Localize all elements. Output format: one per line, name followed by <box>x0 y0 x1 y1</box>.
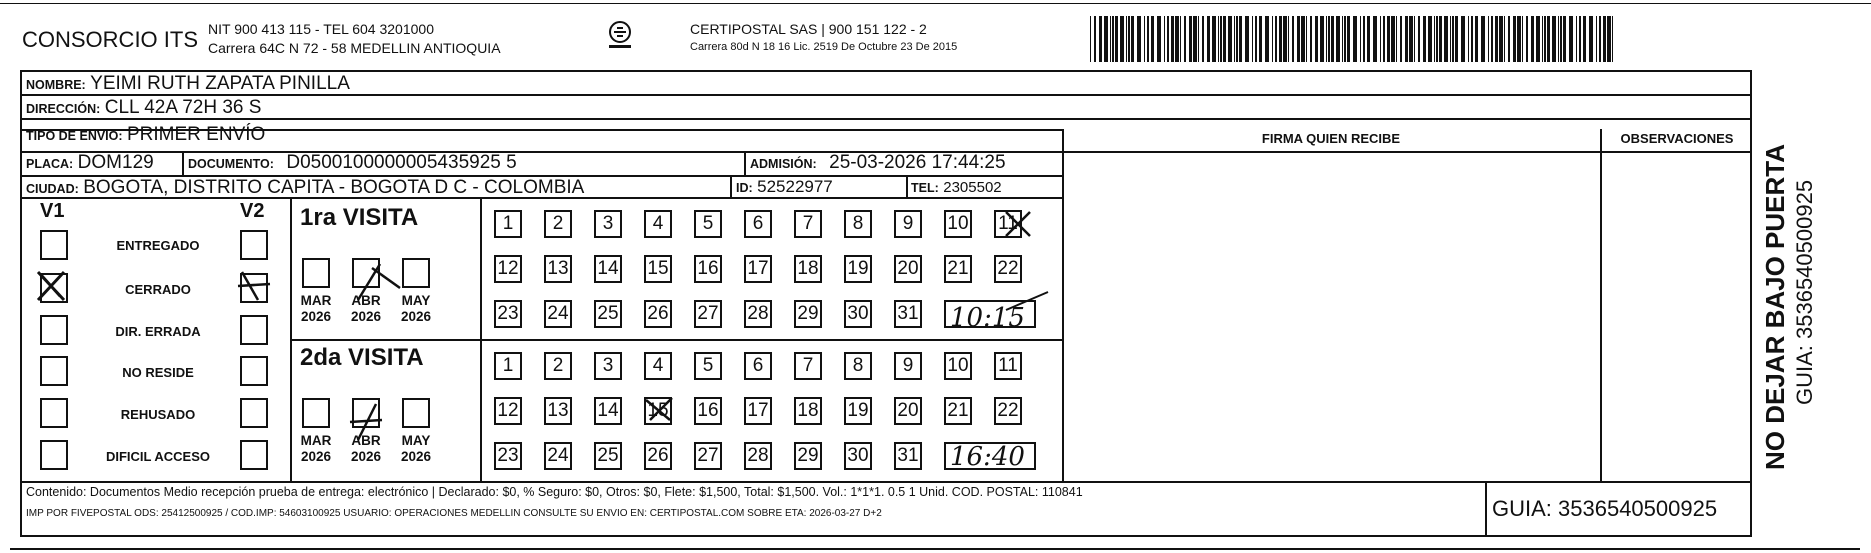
company-name: CONSORCIO ITS <box>22 27 199 52</box>
side-warning: NO DEJAR BAJO PUERTA <box>1760 143 1790 470</box>
id-label: ID: <box>736 181 753 195</box>
tipo-envio-label: TIPO DE ENVIO: <box>26 129 123 143</box>
day-box[interactable]: 29 <box>794 300 822 328</box>
barcode-bar <box>1563 16 1566 62</box>
placa-value: DOM129 <box>77 152 154 173</box>
barcode-bar <box>1315 16 1318 62</box>
barcode-bar <box>1234 16 1235 62</box>
month-name: MAY <box>401 293 431 308</box>
barcode-bar <box>1396 16 1397 62</box>
barcode-bar <box>1380 16 1381 62</box>
day-box[interactable]: 15 <box>644 397 672 425</box>
barcode-bar <box>1279 16 1282 62</box>
documento-value: D0500100000005435925 5 <box>286 152 517 173</box>
day-box[interactable]: 17 <box>744 397 772 425</box>
barcode-bar <box>1184 16 1186 62</box>
barcode-bar <box>1450 16 1451 62</box>
status-label: NO RESIDE <box>122 365 194 380</box>
day-box[interactable]: 31 <box>894 442 922 470</box>
placa-field <box>26 152 154 174</box>
barcode-bar <box>1552 16 1556 62</box>
day-box[interactable]: 12 <box>494 255 522 283</box>
v1-checkbox[interactable] <box>40 356 68 386</box>
barcode-bar <box>1236 16 1238 62</box>
barcode-bar <box>1560 16 1562 62</box>
v1-checkbox[interactable] <box>40 315 68 345</box>
barcode-bar <box>1517 16 1521 62</box>
cell-divider <box>906 175 908 197</box>
day-box[interactable]: 27 <box>694 442 722 470</box>
barcode-bar <box>1599 16 1601 62</box>
month-checkbox[interactable] <box>302 398 330 428</box>
barcode-bar <box>1147 16 1149 62</box>
barcode-bar <box>1252 16 1253 62</box>
day-box[interactable]: 27 <box>694 300 722 328</box>
barcode-bar <box>1120 16 1124 62</box>
barcode-bar <box>1434 16 1435 62</box>
bottom-edge-line <box>10 548 1860 550</box>
month-year: 2026 <box>300 309 332 324</box>
day-box[interactable]: 3 <box>594 210 622 238</box>
v1-checkbox[interactable] <box>40 440 68 470</box>
day-box[interactable]: 29 <box>794 442 822 470</box>
day-box[interactable]: 17 <box>744 255 772 283</box>
barcode-bar <box>1383 16 1385 62</box>
visit-divider <box>290 339 1062 341</box>
v2-checkbox[interactable] <box>240 356 268 386</box>
day-box[interactable]: 6 <box>744 352 772 380</box>
barcode <box>1090 16 1620 62</box>
barcode-bar <box>1344 16 1346 62</box>
barcode-bar <box>1288 16 1289 62</box>
day-box[interactable]: 22 <box>994 255 1022 283</box>
barcode-bar <box>1126 16 1127 62</box>
barcode-bar <box>1444 16 1448 62</box>
admision-value: 25-03-2026 17:44:25 <box>829 152 1006 173</box>
day-box[interactable]: 1 <box>494 352 522 380</box>
guia-divider <box>1485 481 1487 537</box>
v2-checkbox[interactable] <box>240 315 268 345</box>
barcode-bar <box>1536 16 1540 62</box>
day-box[interactable]: 16 <box>694 397 722 425</box>
day-box[interactable]: 10 <box>944 210 972 238</box>
barcode-bar <box>1292 16 1294 62</box>
barcode-bar <box>1128 16 1130 62</box>
barcode-bar <box>1347 16 1350 62</box>
barcode-bar <box>1405 16 1408 62</box>
barcode-bar <box>1220 16 1222 62</box>
barcode-bar <box>1522 16 1523 62</box>
month-label <box>344 433 388 465</box>
tel-value: 2305502 <box>943 179 1002 196</box>
barcode-bar <box>1272 16 1273 62</box>
barcode-bar <box>1428 16 1432 62</box>
day-box[interactable]: 16 <box>694 255 722 283</box>
day-box[interactable]: 18 <box>794 397 822 425</box>
barcode-bar <box>1090 16 1091 62</box>
status-label: CERRADO <box>125 282 191 297</box>
month-label <box>294 433 338 465</box>
handwritten-time-1: 10:15 <box>950 303 1025 333</box>
barcode-bar <box>1452 16 1454 62</box>
day-box[interactable]: 19 <box>844 255 872 283</box>
day-box[interactable]: 23 <box>494 442 522 470</box>
day-box[interactable]: 14 <box>594 397 622 425</box>
certipostal-logo-icon <box>605 20 635 50</box>
day-box[interactable]: 25 <box>594 442 622 470</box>
month-label <box>394 293 438 325</box>
carrier-license: Carrera 80d N 18 16 Lic. 2519 De Octubre 23 De 2015 <box>690 41 958 53</box>
top-edge-line <box>0 3 1871 4</box>
barcode-bar <box>1423 16 1426 62</box>
barcode-bar <box>1542 16 1543 62</box>
day-box[interactable]: 1 <box>494 210 522 238</box>
barcode-bar <box>1391 16 1395 62</box>
month-checkbox[interactable] <box>352 398 380 428</box>
cell-divider <box>744 151 746 175</box>
day-box[interactable]: 24 <box>544 442 572 470</box>
admision-label: ADMISIÓN: <box>750 157 817 171</box>
status-label: DIR. ERRADA <box>115 324 201 339</box>
barcode-bar <box>1239 16 1242 62</box>
barcode-bar <box>1331 16 1334 62</box>
barcode-bar <box>1137 16 1141 62</box>
v1-checkbox[interactable] <box>40 273 68 303</box>
day-box[interactable]: 19 <box>844 397 872 425</box>
barcode-bar <box>1094 16 1096 62</box>
barcode-bar <box>1499 16 1503 62</box>
barcode-bar <box>1275 16 1277 62</box>
barcode-bar <box>1471 16 1473 62</box>
barcode-bar <box>1164 16 1165 62</box>
barcode-bar <box>1436 16 1438 62</box>
cell-divider <box>730 175 732 197</box>
ciudad-field <box>26 177 584 199</box>
barcode-bar <box>1151 16 1154 62</box>
barcode-bar <box>1255 16 1257 62</box>
barcode-bar <box>1112 16 1114 62</box>
barcode-bar <box>1596 16 1597 62</box>
barcode-bar <box>1360 16 1361 62</box>
v2-checkbox[interactable] <box>240 398 268 428</box>
v1-label: V1 <box>40 200 65 222</box>
barcode-bar <box>1461 16 1465 62</box>
month-checkbox[interactable] <box>302 258 330 288</box>
barcode-bar <box>1508 16 1510 62</box>
barcode-bar <box>1342 16 1343 62</box>
status-label: REHUSADO <box>120 407 196 422</box>
barcode-bar <box>1576 16 1577 62</box>
firma-area[interactable] <box>1064 152 1598 480</box>
day-box[interactable]: 30 <box>844 300 872 328</box>
day-box[interactable]: 14 <box>594 255 622 283</box>
barcode-bar <box>1373 16 1377 62</box>
day-box[interactable]: 25 <box>594 300 622 328</box>
id-field <box>736 177 833 197</box>
admision-field <box>750 152 1006 174</box>
direccion-field <box>26 97 261 119</box>
handwritten-time-2: 16:40 <box>950 442 1025 472</box>
ciudad-label: CIUDAD: <box>26 182 79 196</box>
day-box[interactable]: 28 <box>744 442 772 470</box>
first-visit-title: 1ra VISITA <box>300 204 419 231</box>
day-box[interactable]: 8 <box>844 210 872 238</box>
day-box[interactable]: 26 <box>644 300 672 328</box>
row-divider <box>20 118 1752 120</box>
barcode-bar <box>1326 16 1327 62</box>
barcode-bar <box>1481 16 1485 62</box>
v2-checkbox[interactable] <box>240 273 268 303</box>
tipo-envio-value: PRIMER ENVÍO <box>127 124 266 145</box>
day-box[interactable]: 13 <box>544 255 572 283</box>
barcode-bar <box>1297 16 1300 62</box>
month-checkbox[interactable] <box>402 258 430 288</box>
barcode-bar <box>1171 16 1174 62</box>
barcode-bar <box>1544 16 1546 62</box>
barcode-bar <box>1488 16 1489 62</box>
barcode-bar <box>1157 16 1161 62</box>
barcode-bar <box>1202 16 1204 62</box>
day-box[interactable]: 11 <box>994 352 1022 380</box>
day-box[interactable]: 28 <box>744 300 772 328</box>
month-checkbox[interactable] <box>352 258 380 288</box>
day-box[interactable]: 8 <box>844 352 872 380</box>
day-box[interactable]: 2 <box>544 210 572 238</box>
day-box[interactable]: 24 <box>544 300 572 328</box>
nombre-field <box>26 73 350 95</box>
barcode-bar <box>1363 16 1365 62</box>
side-guia: GUIA: 3536540500925 <box>1792 179 1817 405</box>
v1-checkbox[interactable] <box>40 398 68 428</box>
barcode-bar <box>1569 16 1573 62</box>
barcode-bar <box>1198 16 1199 62</box>
barcode-bar <box>1306 16 1307 62</box>
barcode-bar <box>1099 16 1102 62</box>
barcode-bar <box>1495 16 1498 62</box>
day-box[interactable]: 6 <box>744 210 772 238</box>
nombre-label: NOMBRE: <box>26 78 86 92</box>
v2-checkbox[interactable] <box>240 230 268 260</box>
month-label <box>344 293 388 325</box>
barcode-bar <box>1400 16 1402 62</box>
day-box[interactable]: 15 <box>644 255 672 283</box>
barcode-bar <box>1513 16 1516 62</box>
status-label: DIFICIL ACCESO <box>105 449 210 464</box>
day-box[interactable]: 4 <box>644 352 672 380</box>
footer-imp: IMP POR FIVEPOSTAL ODS: 25412500925 / COD.IMP: 54603100925 USUARIO: OPERACIONES MEDELLIN CONSULTE SU ENVIO EN: CERTIPOSTAL.COM SOBRE ETA: 2026-03-27 D+2 <box>26 508 882 519</box>
barcode-bar <box>1259 16 1262 62</box>
nombre-value: YEIMI RUTH ZAPATA PINILLA <box>90 73 350 94</box>
day-box[interactable]: 4 <box>644 210 672 238</box>
firma-header: FIRMA QUIEN RECIBE <box>1261 131 1401 146</box>
direccion-label: DIRECCIÓN: <box>26 102 101 116</box>
month-year: 2026 <box>350 449 382 464</box>
barcode-bar <box>1228 16 1232 62</box>
barcode-bar <box>1110 16 1111 62</box>
day-box[interactable]: 21 <box>944 255 972 283</box>
barcode-bar <box>1612 16 1613 62</box>
day-box[interactable]: 3 <box>594 352 622 380</box>
month-year: 2026 <box>350 309 382 324</box>
ciudad-value: BOGOTA, DISTRITO CAPITA - BOGOTA D C - COLOMBIA <box>83 177 585 198</box>
barcode-bar <box>1180 16 1181 62</box>
footer-guia: GUIA: 3536540500925 <box>1492 496 1718 521</box>
day-box[interactable]: 23 <box>494 300 522 328</box>
month-name: MAY <box>401 433 431 448</box>
barcode-bar <box>1131 16 1134 62</box>
barcode-bar <box>1468 16 1469 62</box>
observaciones-area[interactable] <box>1602 152 1750 480</box>
barcode-bar <box>1175 16 1179 62</box>
id-value: 52522977 <box>757 177 833 196</box>
barcode-bar <box>1115 16 1118 62</box>
day-box[interactable]: 5 <box>694 210 722 238</box>
documento-field <box>188 152 517 174</box>
barcode-bar <box>1418 16 1420 62</box>
day-box[interactable]: 12 <box>494 397 522 425</box>
barcode-bar <box>1367 16 1370 62</box>
documento-label: DOCUMENTO: <box>188 157 274 171</box>
barcode-bar <box>1310 16 1312 62</box>
day-box[interactable]: 9 <box>894 210 922 238</box>
barcode-bar <box>1193 16 1197 62</box>
month-year: 2026 <box>400 449 432 464</box>
day-box[interactable]: 21 <box>944 397 972 425</box>
month-year: 2026 <box>300 449 332 464</box>
month-name: MAR <box>300 293 332 308</box>
barcode-bar <box>1353 16 1357 62</box>
barcode-bar <box>1455 16 1458 62</box>
barcode-bar <box>1283 16 1287 62</box>
day-box[interactable]: 13 <box>544 397 572 425</box>
barcode-bar <box>1558 16 1559 62</box>
barcode-bar <box>1223 16 1226 62</box>
day-box[interactable]: 11 <box>994 210 1022 238</box>
barcode-bar <box>1603 16 1606 62</box>
barcode-bar <box>1414 16 1415 62</box>
barcode-bar <box>1167 16 1169 62</box>
barcode-bar <box>1320 16 1324 62</box>
day-box[interactable]: 18 <box>794 255 822 283</box>
month-label <box>394 433 438 465</box>
barcode-bar <box>1607 16 1611 62</box>
status-label: ENTREGADO <box>116 238 200 253</box>
barcode-bar <box>1526 16 1528 62</box>
tel-label: TEL: <box>911 181 939 195</box>
footer-divider <box>20 481 1752 483</box>
day-box[interactable]: 20 <box>894 397 922 425</box>
v1-checkbox[interactable] <box>40 230 68 260</box>
barcode-bar <box>1579 16 1581 62</box>
barcode-bar <box>1531 16 1534 62</box>
barcode-bar <box>1336 16 1340 62</box>
barcode-bar <box>1589 16 1593 62</box>
month-checkbox[interactable] <box>402 398 430 428</box>
month-name: ABR <box>351 293 381 308</box>
barcode-bar <box>1491 16 1493 62</box>
barcode-bar <box>1265 16 1269 62</box>
barcode-bar <box>1409 16 1413 62</box>
barcode-bar <box>1387 16 1390 62</box>
company-address: Carrera 64C N 72 - 58 MEDELLIN ANTIOQUIA <box>208 40 501 56</box>
day-box[interactable]: 30 <box>844 442 872 470</box>
day-box[interactable]: 9 <box>894 352 922 380</box>
cell-divider <box>182 151 184 175</box>
month-name: ABR <box>351 433 381 448</box>
month-label <box>294 293 338 325</box>
day-box[interactable]: 7 <box>794 210 822 238</box>
barcode-bar <box>1104 16 1108 62</box>
barcode-bar <box>1475 16 1478 62</box>
month-year: 2026 <box>400 309 432 324</box>
day-box[interactable]: 5 <box>694 352 722 380</box>
day-box[interactable]: 22 <box>994 397 1022 425</box>
direccion-value: CLL 42A 72H 36 S <box>104 97 262 118</box>
carrier-name: CERTIPOSTAL SAS | 900 151 122 - 2 <box>690 21 927 37</box>
footer-contenido: Contenido: Documentos Medio recepción prueba de entrega: electrónico | Declarado: $0, % Seguro: $0, Otros: $0, Flete: $1,500, Total: $1,500. Vol.: 1*1*1. 0.5 1 Unid. COD. POSTAL: 110841 <box>26 485 1083 499</box>
barcode-bar <box>1439 16 1442 62</box>
observaciones-header: OBSERVACIONES <box>1620 131 1734 146</box>
day-box[interactable]: 7 <box>794 352 822 380</box>
barcode-bar <box>1301 16 1305 62</box>
barcode-bar <box>1245 16 1249 62</box>
month-name: MAR <box>300 433 332 448</box>
v2-label: V2 <box>240 200 265 222</box>
tipo-envio-field <box>26 124 265 146</box>
day-box[interactable]: 26 <box>644 442 672 470</box>
barcode-bar <box>1207 16 1210 62</box>
barcode-bar <box>1218 16 1219 62</box>
barcode-bar <box>1583 16 1586 62</box>
barcode-bar <box>1144 16 1145 62</box>
tel-field <box>911 179 1002 197</box>
second-visit-title: 2da VISITA <box>300 344 424 371</box>
placa-label: PLACA: <box>26 157 74 171</box>
day-box[interactable]: 10 <box>944 352 972 380</box>
v2-checkbox[interactable] <box>240 440 268 470</box>
barcode-bar <box>1328 16 1330 62</box>
day-box[interactable]: 20 <box>894 255 922 283</box>
barcode-bar <box>1504 16 1505 62</box>
day-box[interactable]: 31 <box>894 300 922 328</box>
day-box[interactable]: 2 <box>544 352 572 380</box>
barcode-bar <box>1189 16 1192 62</box>
barcode-bar <box>1547 16 1550 62</box>
company-nit: NIT 900 413 115 - TEL 604 3201000 <box>208 21 434 37</box>
barcode-bar <box>1212 16 1216 62</box>
